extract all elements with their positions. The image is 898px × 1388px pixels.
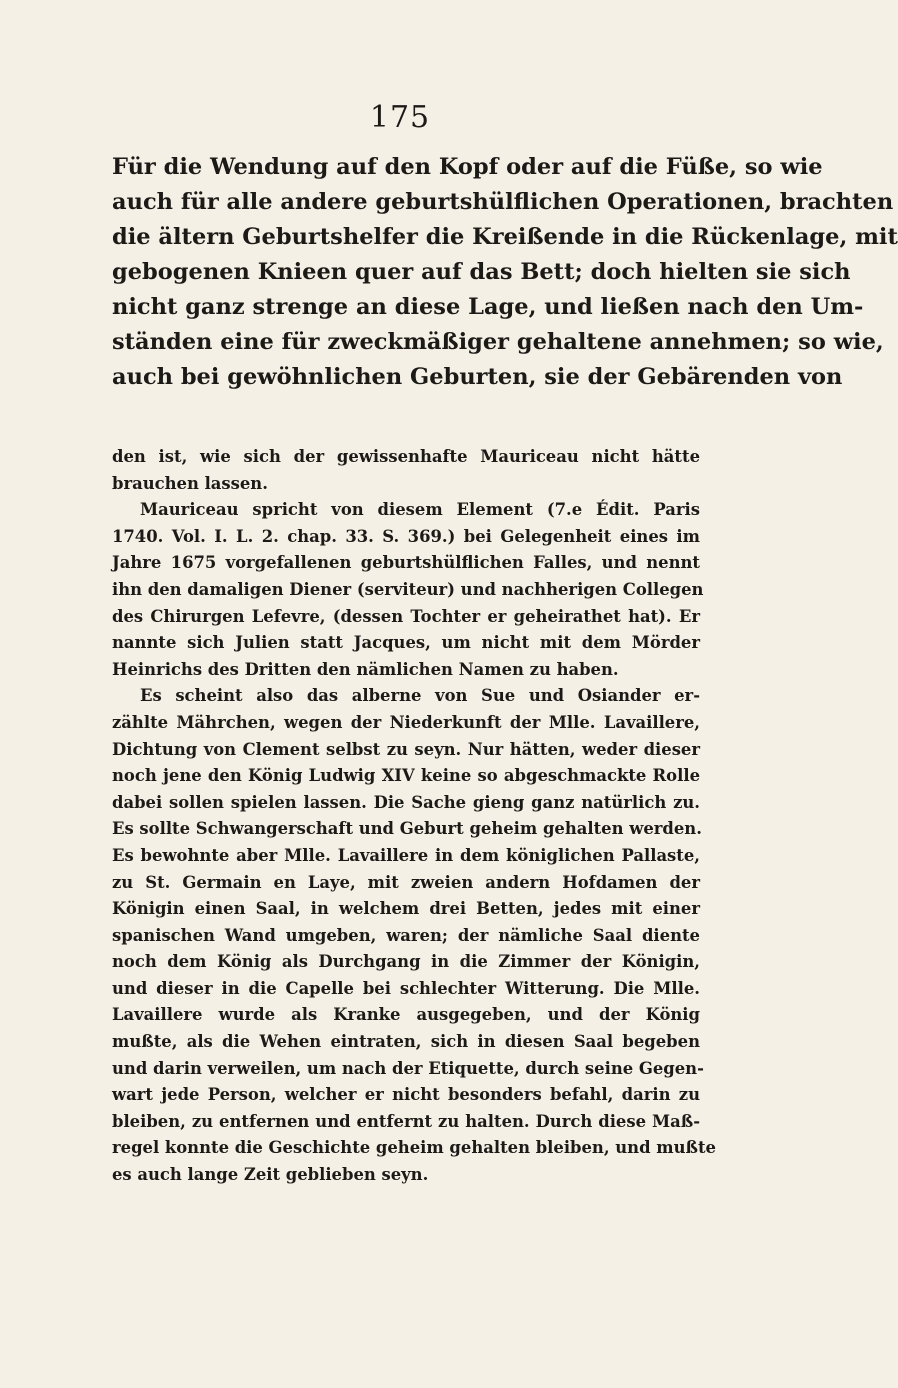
footnote-line: regel konnte die Geschichte geheim gehalten bleiben, und mußte: [112, 1138, 716, 1158]
main-text-line: gebogenen Knieen quer auf das Bett; doch hielten sie sich: [112, 259, 851, 285]
footnote-line: bleiben, zu entfernen und entfernt zu halten. Durch diese Maß-: [112, 1111, 700, 1131]
main-text-line: auch für alle andere geburtshülflichen Operationen, brachten: [112, 189, 894, 215]
footnote-line: brauchen lassen.: [112, 473, 268, 493]
footnote-line: Mauriceau spricht von diesem Element (7.e Édit. Paris: [140, 500, 700, 520]
footnote-line: es auch lange Zeit geblieben seyn.: [112, 1165, 429, 1185]
footnote-line: und dieser in die Capelle bei schlechter Witterung. Die Mlle.: [112, 978, 700, 998]
footnote-line: spanischen Wand umgeben, waren; der nämliche Saal diente: [112, 925, 700, 945]
footnote-line: und darin verweilen, um nach der Etiquette, durch seine Gegen-: [112, 1058, 704, 1078]
footnote-line: Heinrichs des Dritten den nämlichen Namen zu haben.: [112, 659, 619, 679]
footnote-line: dabei sollen spielen lassen. Die Sache gieng ganz natürlich zu.: [112, 792, 700, 812]
footnote-line: mußte, als die Wehen eintraten, sich in diesen Saal begeben: [112, 1032, 700, 1052]
footnote-line: wart jede Person, welcher er nicht besonders befahl, darin zu: [112, 1085, 700, 1105]
main-text-line: auch bei gewöhnlichen Geburten, sie der Gebärenden von: [112, 364, 843, 390]
footnote-line: Lavaillere wurde als Kranke ausgegeben, und der König: [112, 1005, 700, 1025]
footnote-line: Jahre 1675 vorgefallenen geburtshülflichen Falles, und nennt: [112, 553, 700, 573]
footnote-block: [112, 444, 716, 1189]
footnote-line: zu St. Germain en Laye, mit zweien andern Hofdamen der: [112, 872, 700, 892]
main-text-line: nicht ganz strenge an diese Lage, und ließen nach den Um-: [112, 294, 864, 320]
footnote-line: Königin einen Saal, in welchem drei Betten, jedes mit einer: [112, 899, 700, 919]
footnote-line: noch jene den König Ludwig XIV keine so abgeschmackte Rolle: [112, 766, 700, 786]
page-number: 175: [369, 100, 431, 135]
footnote-line: des Chirurgen Lefevre, (dessen Tochter er geheirathet hat). Er: [112, 606, 700, 626]
footnote-line: zählte Mährchen, wegen der Niederkunft der Mlle. Lavaillere,: [112, 712, 700, 732]
main-text-line: ständen eine für zweckmäßiger gehaltene annehmen; so wie,: [112, 329, 884, 355]
footnote-line: Es scheint also das alberne von Sue und Osiander er-: [140, 686, 700, 706]
footnote-line: Es bewohnte aber Mlle. Lavaillere in dem königlichen Pallaste,: [112, 845, 700, 865]
main-text-line: Für die Wendung auf den Kopf oder auf die Füße, so wie: [112, 154, 823, 180]
footnote-line: ihn den damaligen Diener (serviteur) und nachherigen Collegen: [112, 579, 704, 599]
footnote-line: Dichtung von Clement selbst zu seyn. Nur hätten, weder dieser: [112, 739, 700, 759]
main-text-line: die ältern Geburtshelfer die Kreißende in die Rückenlage, mit: [112, 224, 898, 250]
main-text: [112, 150, 898, 395]
footnote-line: noch dem König als Durchgang in die Zimmer der Königin,: [112, 952, 700, 972]
footnote-line: Es sollte Schwangerschaft und Geburt geheim gehalten werden.: [112, 819, 702, 839]
footnote-line: nannte sich Julien statt Jacques, um nicht mit dem Mörder: [112, 633, 700, 653]
footnote-line: 1740. Vol. I. L. 2. chap. 33. S. 369.) bei Gelegenheit eines im: [112, 526, 700, 546]
footnote-line: den ist, wie sich der gewissenhafte Mauriceau nicht hätte: [112, 447, 700, 466]
